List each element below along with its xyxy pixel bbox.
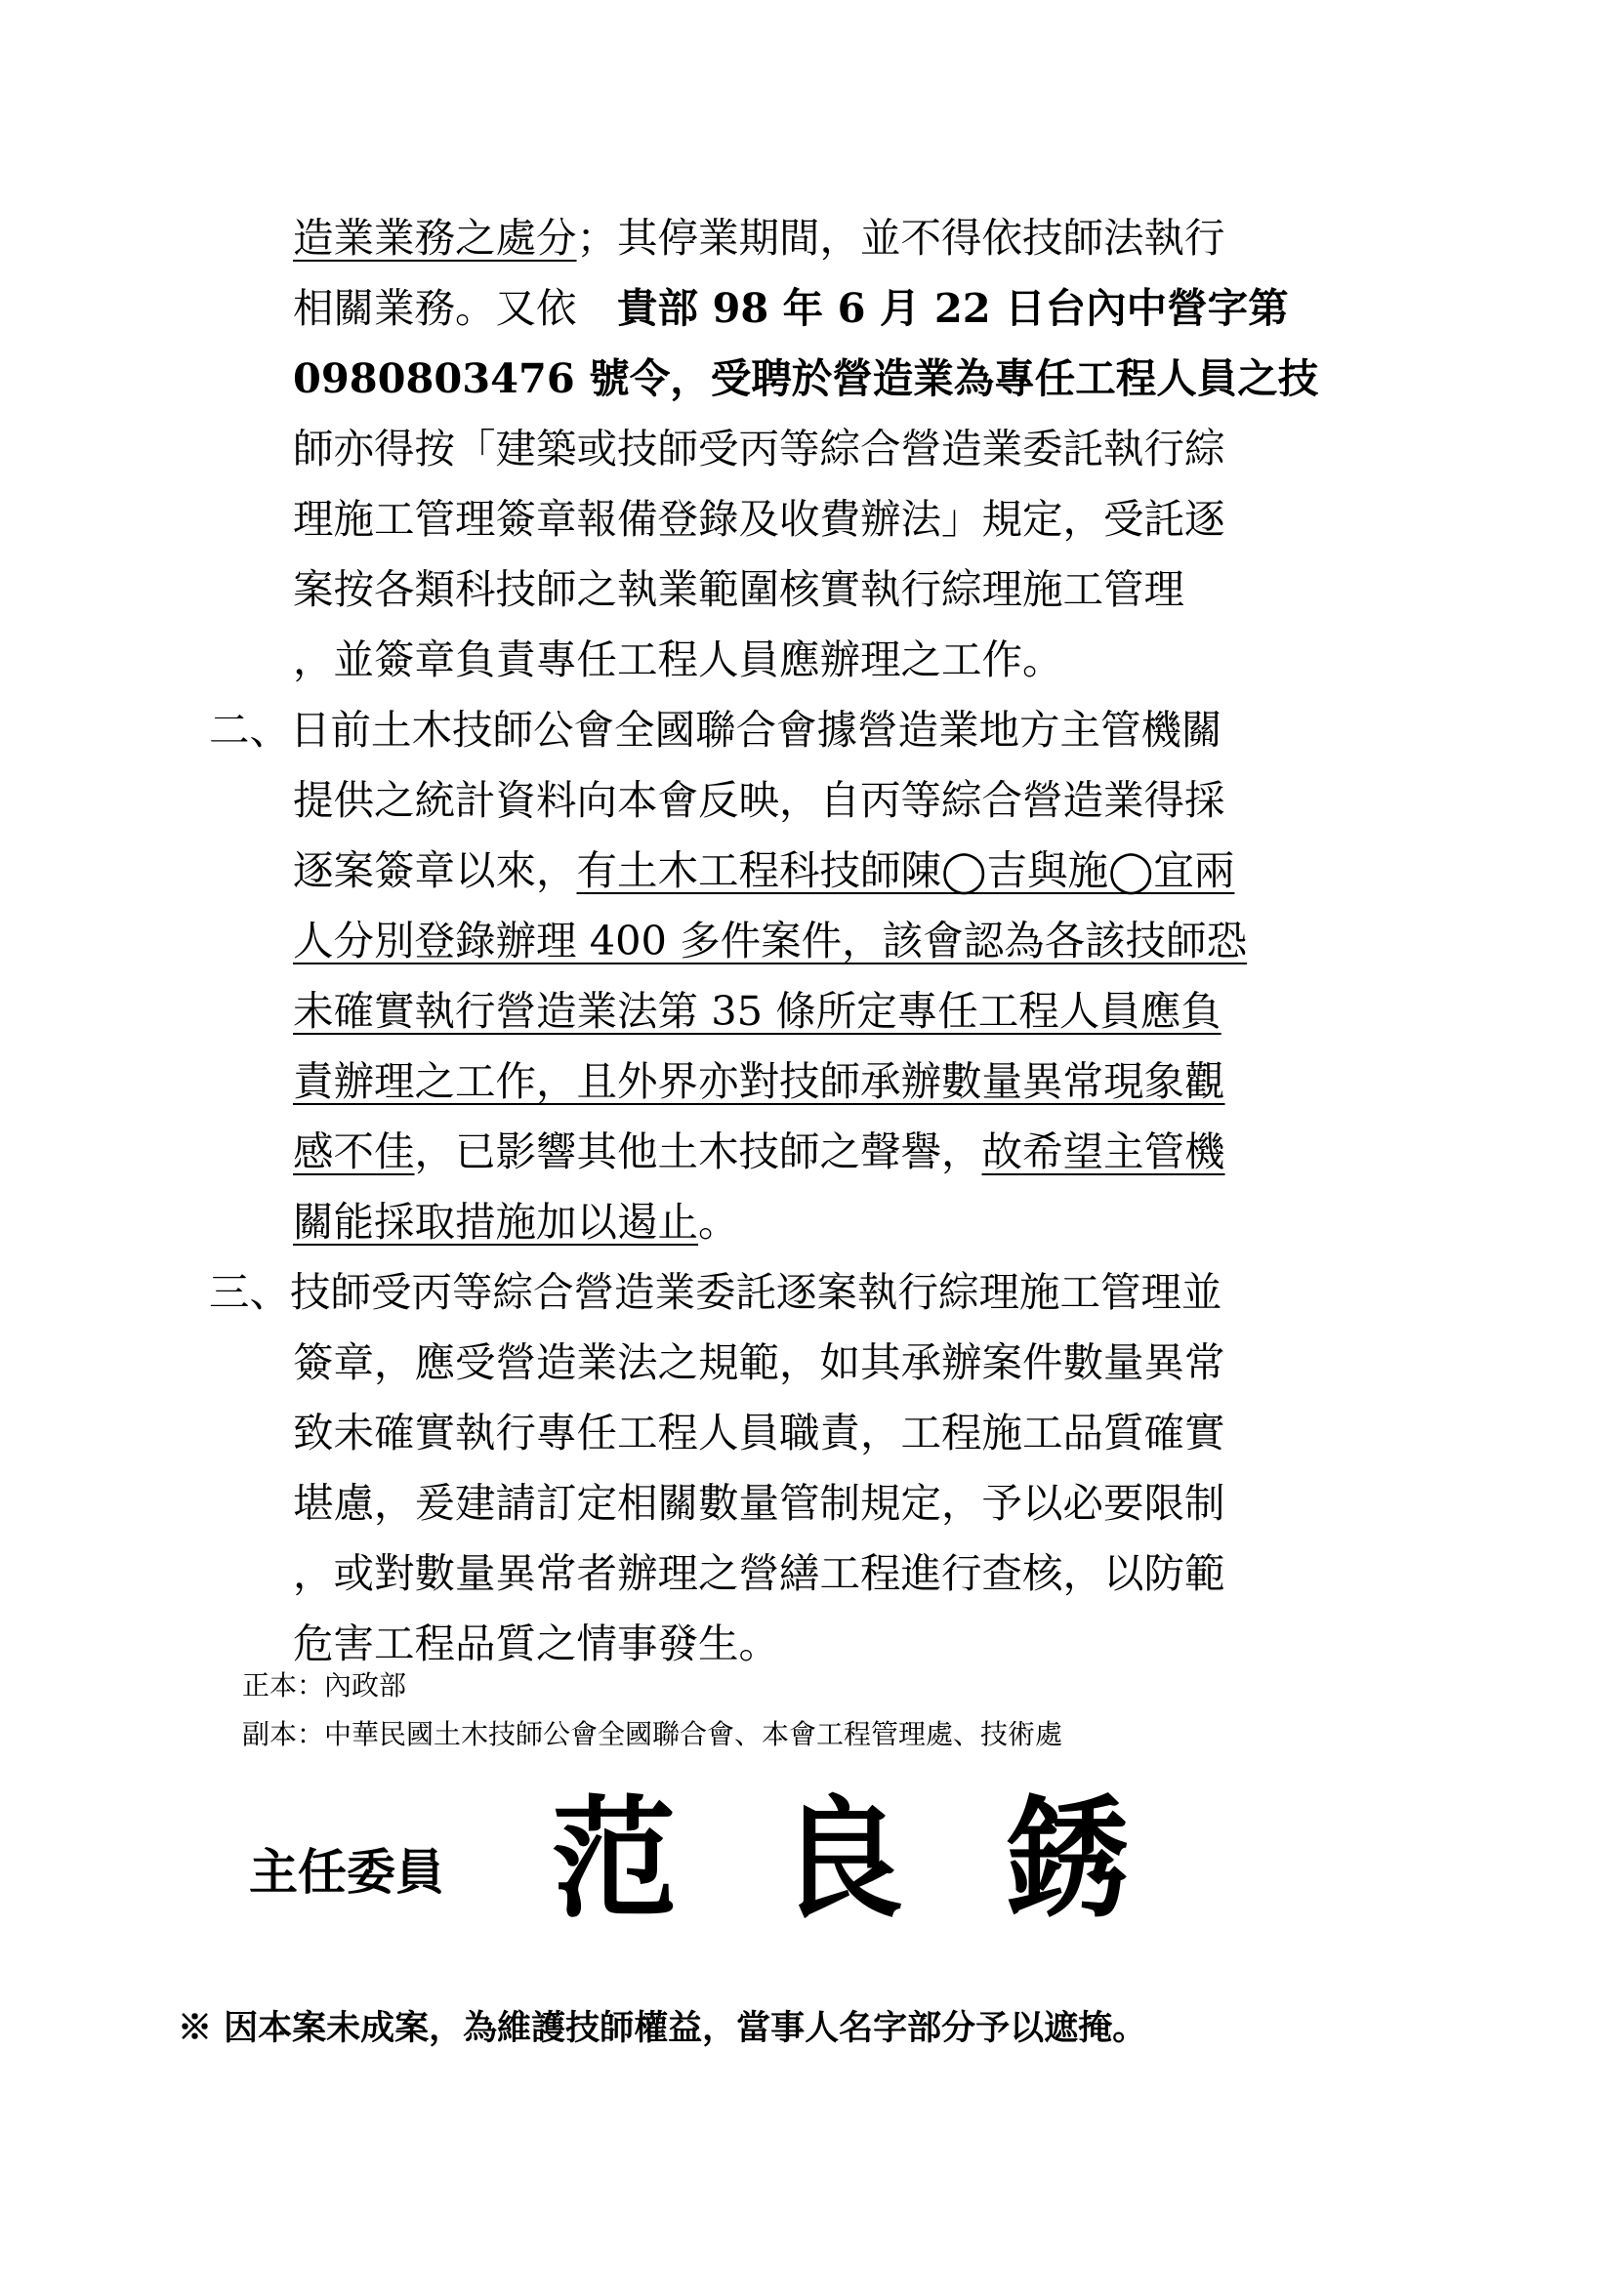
text-line: 致未確實執行專任工程人員職責，工程施工品質確實 [293,1409,1225,1456]
text-line: 簽章，應受營造業法之規範，如其承辦案件數量異常 [293,1338,1225,1386]
signature-block [249,1783,1421,1952]
text-segment: 相關業務。又依 [293,284,618,332]
text-line: 0980803476 號令，受聘於營造業為專任工程人員之技 [293,354,1319,402]
signer-name-char: 良 [778,1783,904,1937]
text-line [293,203,1386,273]
text-line: 理施工管理簽章報備登錄及收費辦法」規定，受託逐 [293,495,1225,543]
text-line: 提供之統計資料向本會反映，自丙等綜合營造業得採 [293,776,1225,824]
text-segment: ，已影響其他土木技師之聲譽， [414,1128,982,1175]
underlined-line: 人分別登錄辦理 400 多件案件，該會認為各該技師恐 [293,917,1248,964]
text-line [293,273,1386,344]
text-segment: ；其停業期間，並不得依技師法執行 [576,214,1225,262]
underlined-text: 有土木工程科技師陳◯吉與施◯宜兩 [576,846,1235,894]
bold-text: 貴部 98 年 6 月 22 日台內中營字第 [617,284,1289,332]
text-line [293,1187,1386,1257]
text-line: ，或對數量異常者辦理之營繕工程進行查核，以防範 [293,1549,1225,1597]
signer-name [552,1783,1131,1937]
text-line: 危害工程品質之情事發生。 [293,1620,780,1667]
text-segment: 逐案簽章以來， [293,846,577,894]
distribution-list [242,1661,1062,1759]
underlined-text: 關能採取措施加以遏止 [293,1198,699,1246]
text-line: 案按各類科技師之執業範圍核實執行綜理施工管理 [293,565,1185,613]
document-body [209,203,1386,1679]
underlined-line: 未確實執行營造業法第 35 條所定專任工程人員應負 [293,987,1221,1035]
item-3-heading-line: 三、技師受丙等綜合營造業委託逐案執行綜理施工管理並 [209,1268,1222,1316]
signer-title: 主任委員 [249,1843,444,1901]
signer-name-char: 銹 [1005,1783,1131,1937]
text-line [293,1117,1386,1187]
text-line: 師亦得按「建築或技師受丙等綜合營造業委託執行綜 [293,425,1225,472]
text-line: 堪慮，爰建請訂定相關數量管制規定，予以必要限制 [293,1479,1225,1527]
underlined-line: 責辦理之工作，且外界亦對技師承辦數量異常現象觀 [293,1057,1225,1105]
copy-recipients: 副本：中華民國土木技師公會全國聯合會、本會工程管理處、技術處 [242,1718,1063,1750]
underlined-text: 故希望主管機 [981,1128,1225,1175]
text-line [293,836,1386,906]
text-segment: 。 [698,1198,739,1246]
footnote: ※ 因本案未成案，為維護技師權益，當事人名字部分予以遮掩。 [178,2008,1147,2048]
text-line: ，並簽章負責專任工程人員應辦理之工作。 [293,636,1063,683]
item-2-heading-line: 二、日前土木技師公會全國聯合會據營造業地方主管機關 [209,706,1222,754]
signer-name-char: 范 [552,1783,678,1937]
original-recipient: 正本：內政部 [242,1669,407,1702]
underlined-text: 造業業務之處分 [293,214,577,262]
underlined-text: 感不佳 [293,1128,415,1175]
